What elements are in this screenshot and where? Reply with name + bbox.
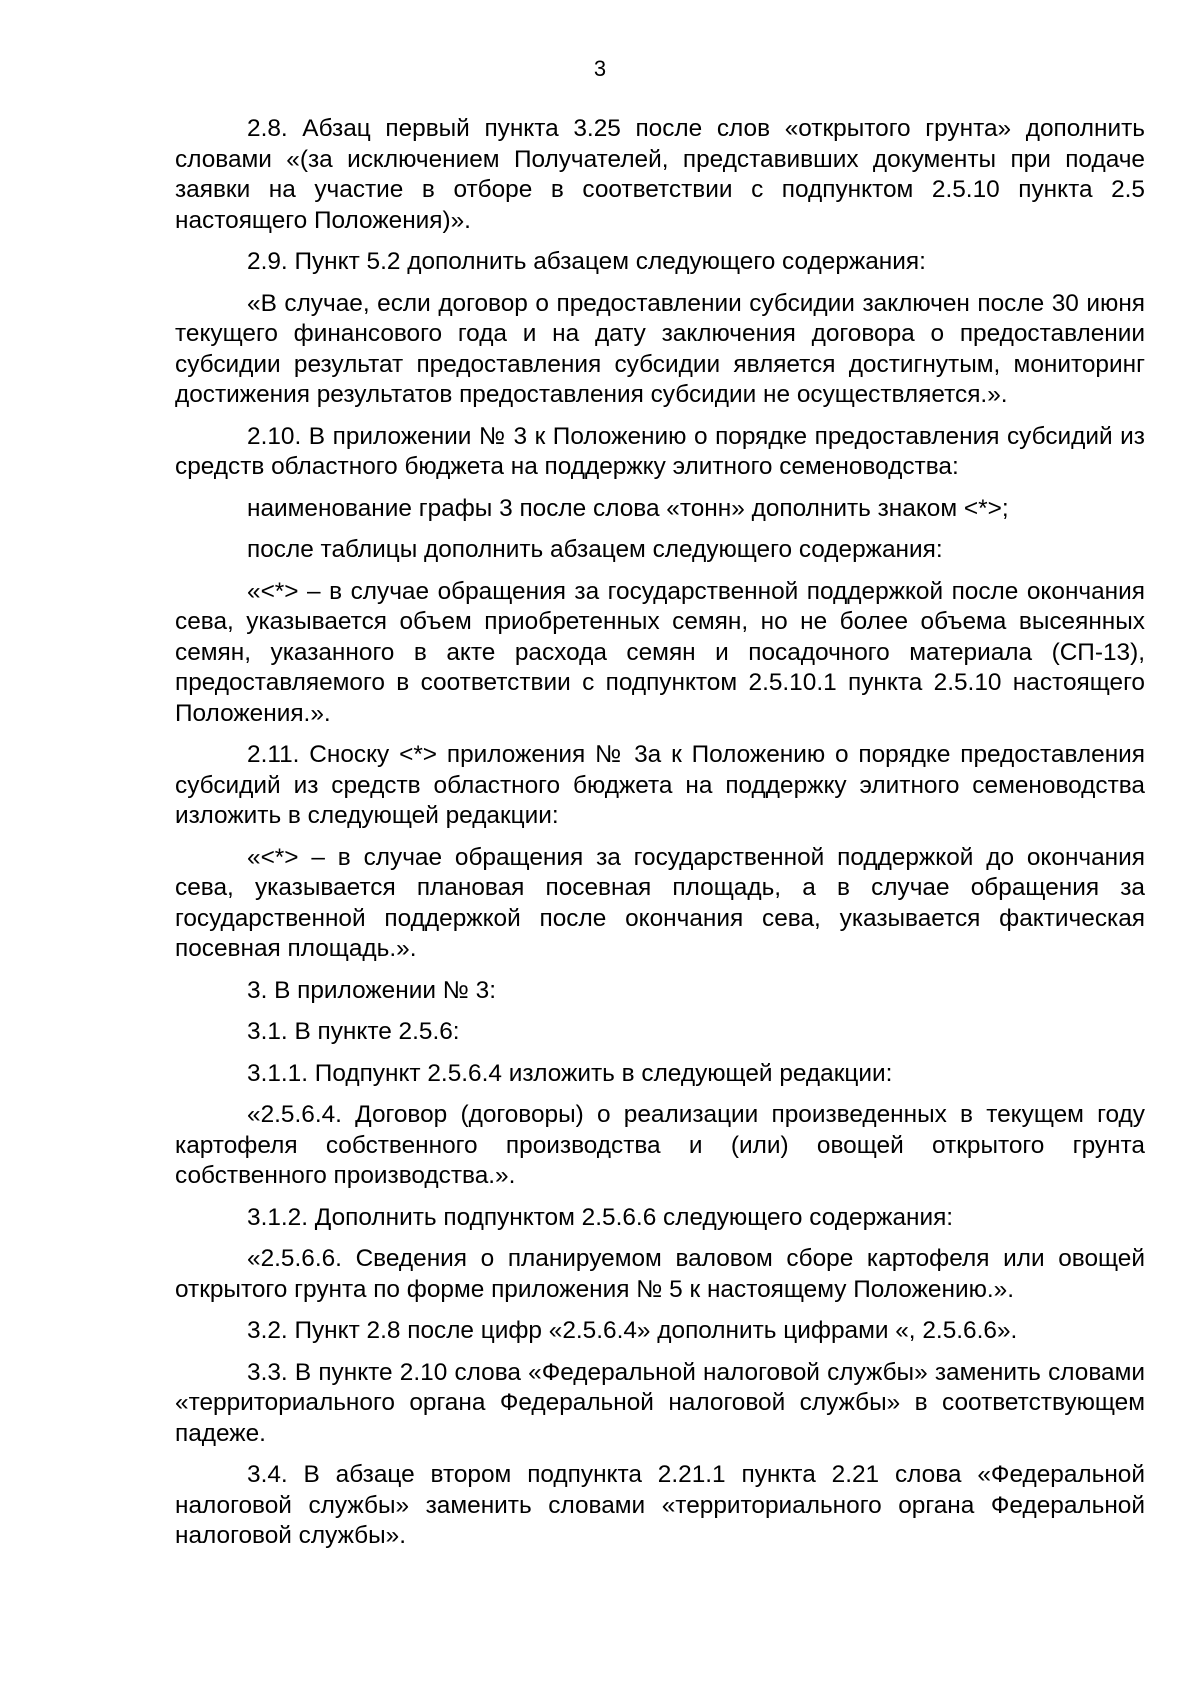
paragraph-3-3: 3.3. В пункте 2.10 слова «Федеральной налоговой службы» заменить словами «территориального органа Федеральной налоговой службы» в соответствующем падеже. bbox=[175, 1358, 1145, 1447]
paragraph-3-1: 3.1. В пункте 2.5.6: bbox=[247, 1018, 460, 1045]
paragraph-2-9-quote: «В случае, если договор о предоставлении субсидии заключен после 30 июня текущего финансового года и на дату заключения договора о предоставлении субсидии результат предоставления субсидии является достигнутым, мониторинг достижения результатов предоставления субсидии не осуществляется.». bbox=[175, 289, 1145, 408]
document-body bbox=[175, 114, 1145, 1563]
page-number: 3 bbox=[593, 56, 607, 81]
paragraph-2-10-quote: «<*> – в случае обращения за государственной поддержкой после окончания сева, указывается объем приобретенных семян, но не более объема высеянных семян, указанного в акте расхода семян и посадочного материала (СП-13), предоставляемого в соответствии с подпунктом 2.5.10.1 пункта 2.5.10 настоящего Положения.». bbox=[175, 577, 1145, 727]
paragraph-2-8: 2.8. Абзац первый пункта 3.25 после слов «открытого грунта» дополнить словами «(за исключением Получателей, представивших документы при подаче заявки на участие в отборе в соответствии с подпунктом 2.5.10 пункта 2.5 настоящего Положения)». bbox=[175, 115, 1145, 234]
paragraph-3-2: 3.2. Пункт 2.8 после цифр «2.5.6.4» дополнить цифрами «, 2.5.6.6». bbox=[247, 1317, 1018, 1344]
paragraph-2-10: 2.10. В приложении № 3 к Положению о порядке предоставления субсидий из средств областного бюджета на поддержку элитного семеноводства: bbox=[175, 422, 1145, 480]
paragraph-2-10-item-2: после таблицы дополнить абзацем следующего содержания: bbox=[247, 536, 943, 563]
paragraph-2-10-item-1: наименование графы 3 после слова «тонн» дополнить знаком <*>; bbox=[247, 494, 1009, 522]
paragraph-3-4: 3.4. В абзаце втором подпункта 2.21.1 пункта 2.21 слова «Федеральной налоговой службы» заменить словами «территориального органа Федеральной налоговой службы». bbox=[175, 1461, 1145, 1549]
paragraph-2-11: 2.11. Сноску <*> приложения № 3а к Положению о порядке предоставления субсидий из средств областного бюджета на поддержку элитного семеноводства изложить в следующей редакции: bbox=[175, 741, 1145, 829]
paragraph-3-1-2-quote: «2.5.6.6. Сведения о планируемом валовом сборе картофеля или овощей открытого грунта по форме приложения № 5 к настоящему Положению.». bbox=[175, 1245, 1145, 1303]
paragraph-2-11-quote: «<*> – в случае обращения за государственной поддержкой до окончания сева, указывается плановая посевная площадь, а в случае обращения за государственной поддержкой после окончания сева, указывается фактическая посевная площадь.». bbox=[175, 843, 1145, 962]
paragraph-3: 3. В приложении № 3: bbox=[247, 976, 497, 1004]
paragraph-3-1-2: 3.1.2. Дополнить подпунктом 2.5.6.6 следующего содержания: bbox=[247, 1203, 954, 1231]
paragraph-3-1-1: 3.1.1. Подпункт 2.5.6.4 изложить в следующей редакции: bbox=[247, 1059, 893, 1087]
paragraph-2-9: 2.9. Пункт 5.2 дополнить абзацем следующего содержания: bbox=[247, 248, 926, 275]
paragraph-3-1-1-quote: «2.5.6.4. Договор (договоры) о реализации произведенных в текущем году картофеля собственного производства и (или) овощей открытого грунта собственного производства.». bbox=[175, 1101, 1145, 1189]
